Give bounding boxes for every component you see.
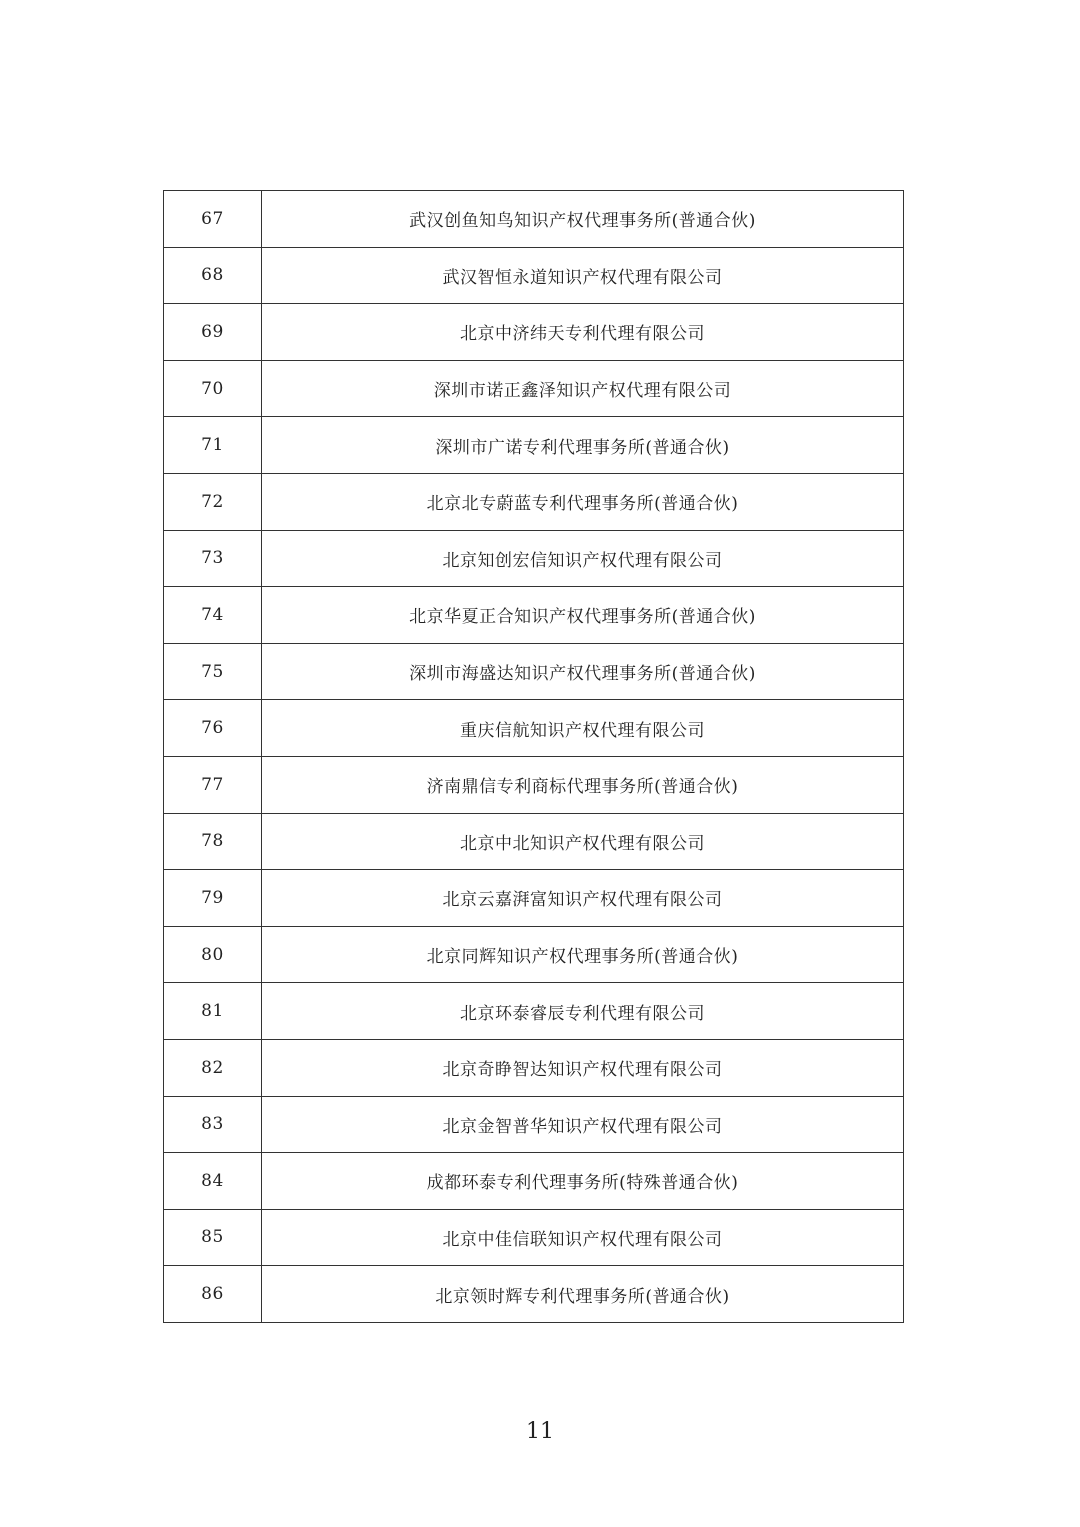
- row-number: 78: [164, 813, 262, 870]
- agency-table: [163, 190, 904, 1323]
- table-row: [164, 813, 904, 870]
- agency-name: 北京中佳信联知识产权代理有限公司: [262, 1209, 904, 1266]
- agency-name: 北京同辉知识产权代理事务所(普通合伙): [262, 926, 904, 983]
- table-row: [164, 643, 904, 700]
- table-row: [164, 417, 904, 474]
- row-number: 83: [164, 1096, 262, 1153]
- table-row: [164, 1153, 904, 1210]
- row-number: 73: [164, 530, 262, 587]
- row-number: 84: [164, 1153, 262, 1210]
- table-row: [164, 700, 904, 757]
- agency-name: 北京中济纬天专利代理有限公司: [262, 304, 904, 361]
- table-row: [164, 870, 904, 927]
- row-number: 70: [164, 360, 262, 417]
- row-number: 67: [164, 191, 262, 248]
- row-number: 74: [164, 587, 262, 644]
- agency-name: 北京领时辉专利代理事务所(普通合伙): [262, 1266, 904, 1323]
- row-number: 72: [164, 473, 262, 530]
- agency-name: 北京云嘉湃富知识产权代理有限公司: [262, 870, 904, 927]
- row-number: 68: [164, 247, 262, 304]
- table-row: [164, 587, 904, 644]
- row-number: 76: [164, 700, 262, 757]
- page-number: 11: [526, 1419, 554, 1444]
- row-number: 71: [164, 417, 262, 474]
- table-row: [164, 983, 904, 1040]
- table-row: [164, 926, 904, 983]
- agency-name: 深圳市海盛达知识产权代理事务所(普通合伙): [262, 643, 904, 700]
- agency-name: 北京奇睁智达知识产权代理有限公司: [262, 1039, 904, 1096]
- row-number: 81: [164, 983, 262, 1040]
- agency-name: 北京北专蔚蓝专利代理事务所(普通合伙): [262, 473, 904, 530]
- agency-table-container: [163, 190, 904, 1323]
- table-row: [164, 1209, 904, 1266]
- agency-name: 武汉智恒永道知识产权代理有限公司: [262, 247, 904, 304]
- row-number: 79: [164, 870, 262, 927]
- agency-name: 北京中北知识产权代理有限公司: [262, 813, 904, 870]
- agency-name: 深圳市诺正鑫泽知识产权代理有限公司: [262, 360, 904, 417]
- table-row: [164, 247, 904, 304]
- table-row: [164, 1039, 904, 1096]
- agency-name: 北京环泰睿辰专利代理有限公司: [262, 983, 904, 1040]
- row-number: 86: [164, 1266, 262, 1323]
- table-row: [164, 756, 904, 813]
- agency-table-body: [164, 191, 904, 1323]
- table-row: [164, 191, 904, 248]
- agency-name: 济南鼎信专利商标代理事务所(普通合伙): [262, 756, 904, 813]
- table-row: [164, 360, 904, 417]
- table-row: [164, 304, 904, 361]
- agency-name: 北京华夏正合知识产权代理事务所(普通合伙): [262, 587, 904, 644]
- agency-name: 北京知创宏信知识产权代理有限公司: [262, 530, 904, 587]
- table-row: [164, 473, 904, 530]
- agency-name: 武汉创鱼知鸟知识产权代理事务所(普通合伙): [262, 191, 904, 248]
- agency-name: 重庆信航知识产权代理有限公司: [262, 700, 904, 757]
- row-number: 82: [164, 1039, 262, 1096]
- row-number: 75: [164, 643, 262, 700]
- row-number: 69: [164, 304, 262, 361]
- agency-name: 成都环泰专利代理事务所(特殊普通合伙): [262, 1153, 904, 1210]
- row-number: 85: [164, 1209, 262, 1266]
- row-number: 77: [164, 756, 262, 813]
- agency-name: 深圳市广诺专利代理事务所(普通合伙): [262, 417, 904, 474]
- row-number: 80: [164, 926, 262, 983]
- table-row: [164, 1266, 904, 1323]
- agency-name: 北京金智普华知识产权代理有限公司: [262, 1096, 904, 1153]
- table-row: [164, 1096, 904, 1153]
- table-row: [164, 530, 904, 587]
